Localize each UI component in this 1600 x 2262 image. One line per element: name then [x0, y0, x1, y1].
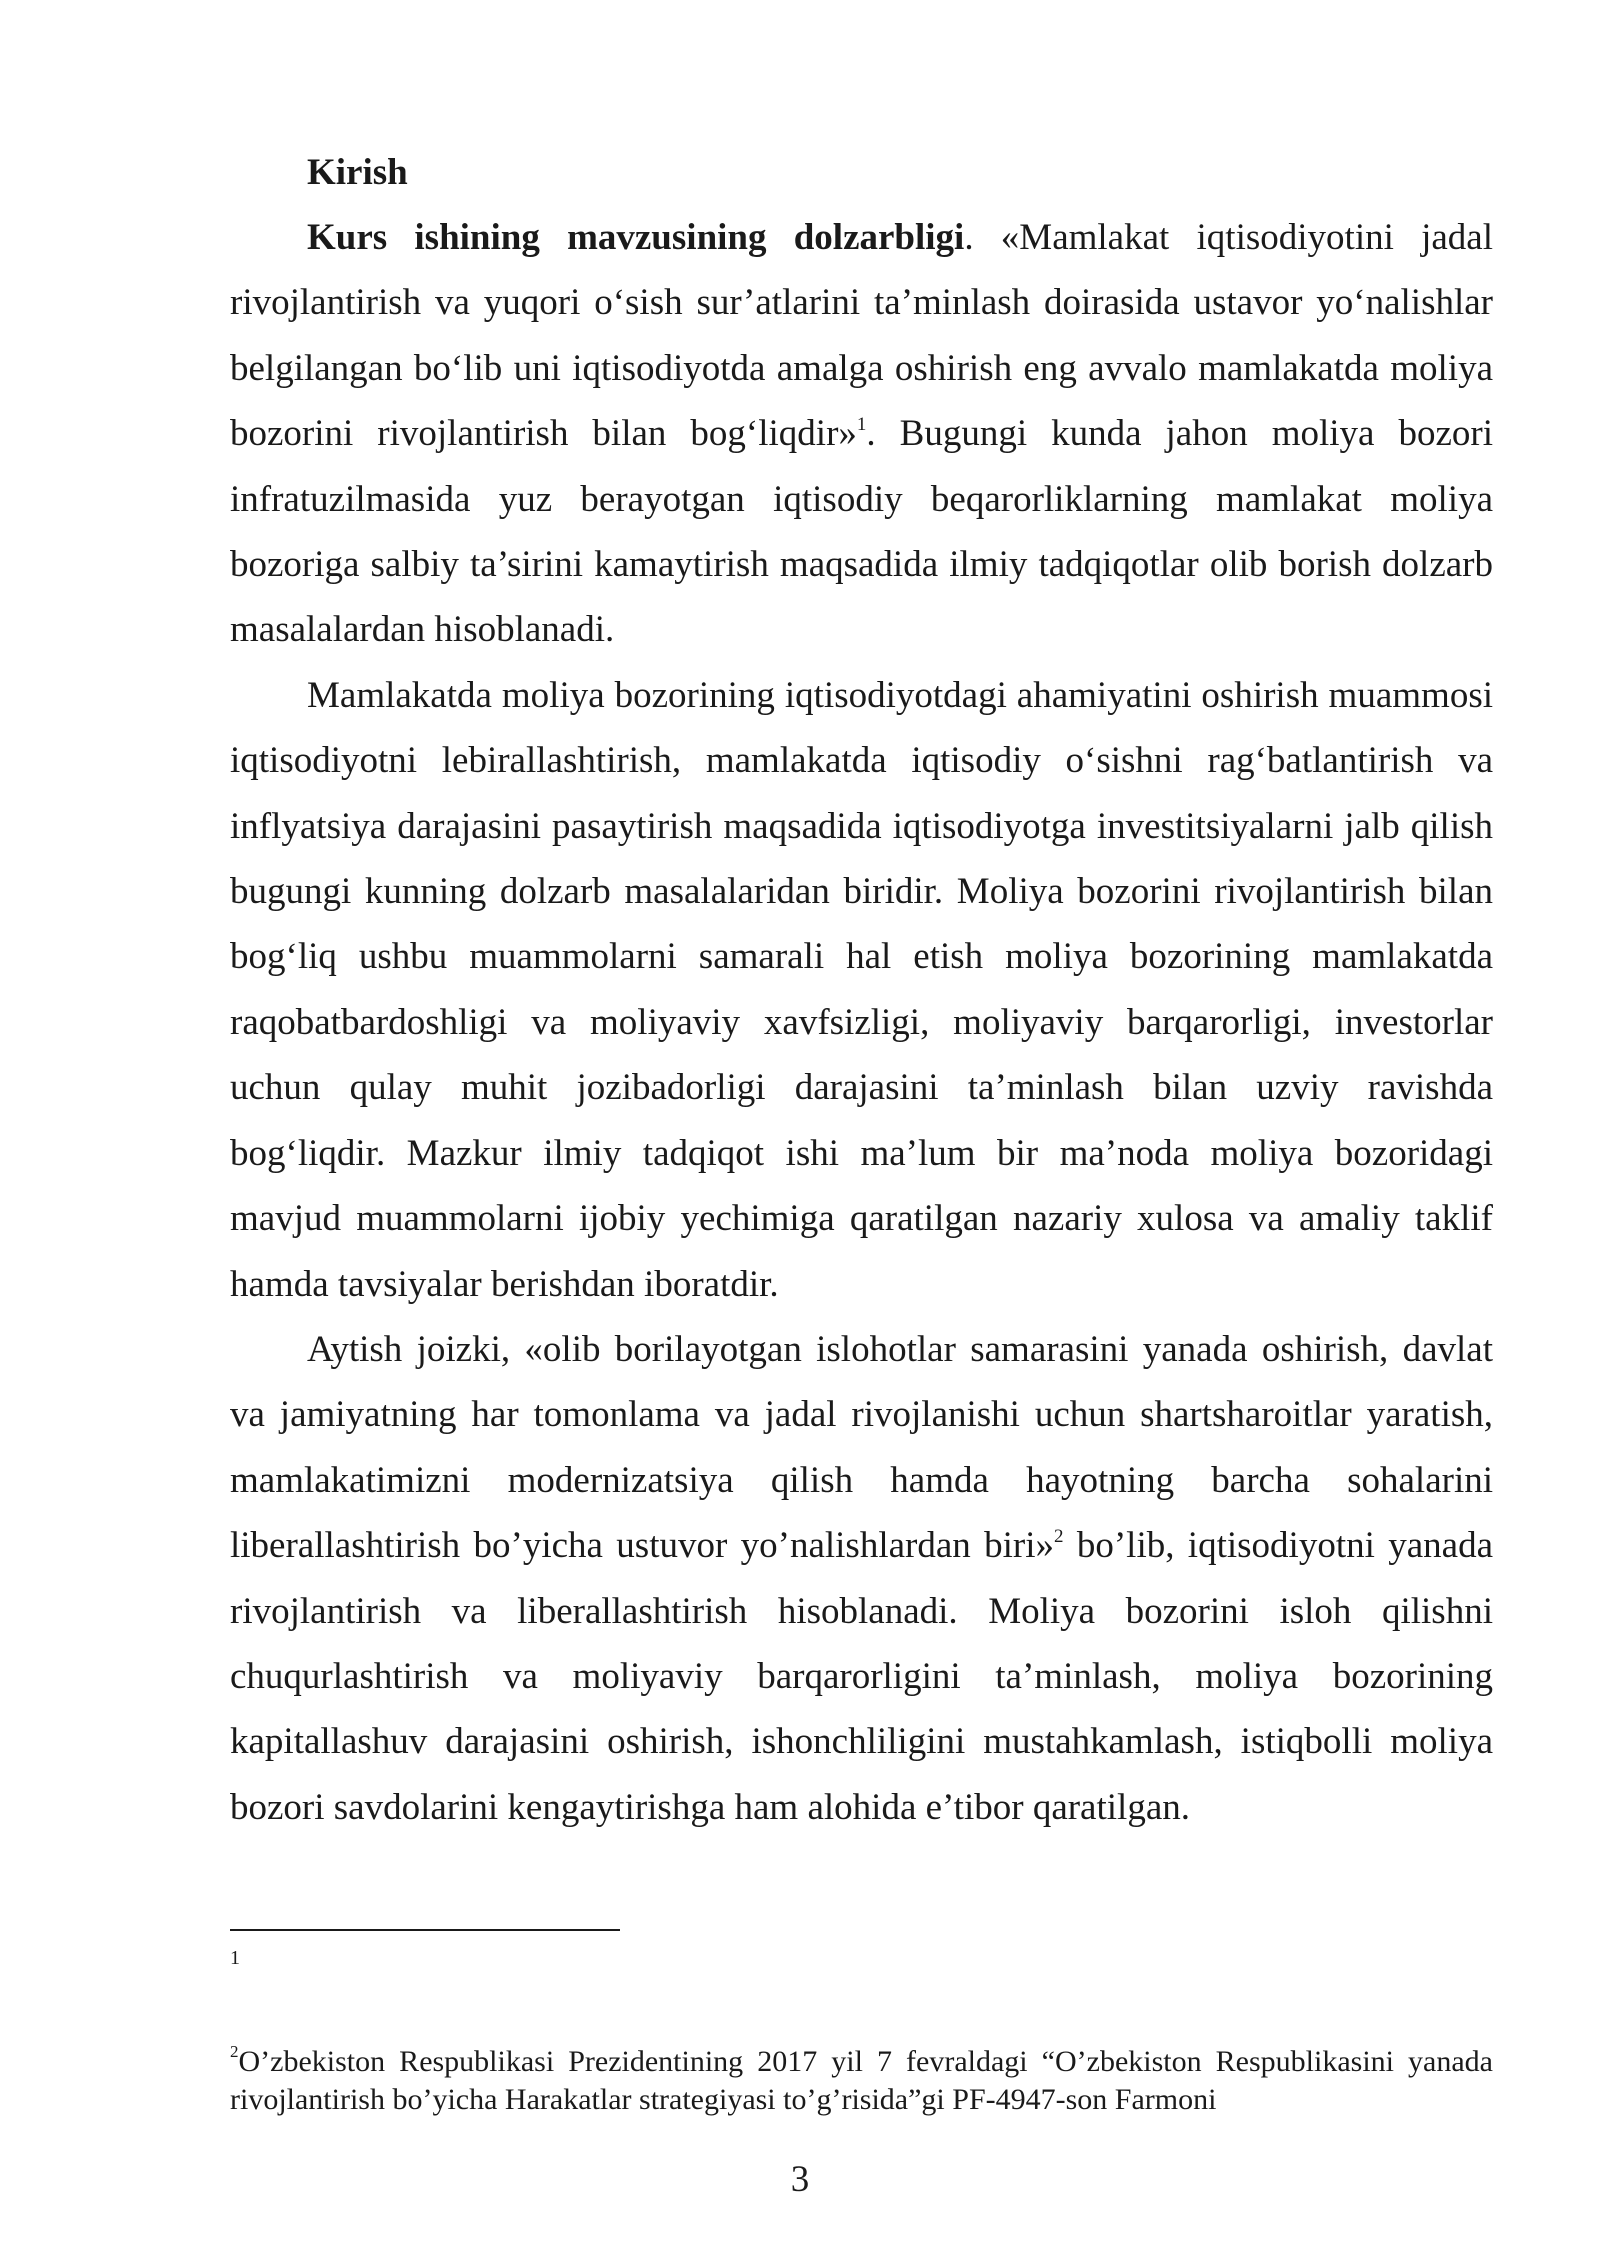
footnote-1: [230, 1945, 240, 1971]
footnote-marker: 1: [230, 1947, 240, 1969]
footnote-separator: [230, 1929, 620, 1931]
paragraph-financial-market: Mamlakatda moliya bozorining iqtisodiyotdagi ahamiyatini oshirish muammosi iqtisodiyotni lebirallashtirish, mamlakatda iqtisodiy o‘sishni rag‘batlantirish va inflyatsiya darajasini pasaytirish maqsadida iqtisodiyotga investitsiyalarni jalb qilish bugungi kunning dolzarb masalalaridan biridir. Moliya bozorini rivojlantirish bilan bog‘liq ushbu muammolarni samarali hal etish moliya bozorining mamlakatda raqobatbardoshligi va moliyaviy xavfsizligi, moliyaviy barqarorligi, investorlar uchun qulay muhit jozibadorligi darajasini ta’minlash bilan uzviy ravishda bog‘liqdir. Mazkur ilmiy tadqiqot ishi ma’lum bir ma’noda moliya bozoridagi mavjud muammolarni ijobiy yechimiga qaratilgan nazariy xulosa va amaliy taklif hamda tavsiyalar berishdan iboratdir.: [230, 674, 1493, 1305]
paragraph-text: . «Mamlakat iqtisodiyotini jadal rivojlantirish va yuqori o‘sish sur’atlarini ta’minlash doirasida ustavor yo‘nalishlar belgilangan bo‘lib uni iqtisodiyotda amalga oshirish eng avvalo mamlakatda moliya bozorini rivojlantirish bilan bog‘liqdir»: [230, 217, 1493, 455]
section-heading: Kirish: [307, 152, 408, 193]
paragraph-relevance: [230, 205, 1493, 663]
footnote-text: O’zbekiston Respublikasi Prezidentining 2017 yil 7 fevraldagi “O’zbekiston Respublikasini yanada rivojlantirish bo’yicha Harakatlar strategiyasi to’g’risida”gi PF-4947-son Farmoni: [230, 2045, 1493, 2116]
body-text: [230, 140, 1493, 1840]
paragraph-reforms: [230, 1317, 1493, 1840]
footnote-reference-2[interactable]: 2: [1054, 1525, 1064, 1547]
paragraph-text: bo’lib, iqtisodiyotni yanada rivojlantirish va liberallashtirish hisoblanadi. Moliya bozorini isloh qilishni chuqurlashtirish va moliyaviy barqarorligini ta’minlash, moliya bozorining kapitallashuv darajasini oshirish, ishonchliligini mustahkamlash, istiqbolli moliya bozori savdolarini kengaytirishga ham alohida e’tibor qaratilgan.: [230, 1525, 1493, 1828]
footnote-reference-1[interactable]: 1: [856, 413, 867, 435]
bold-lead: Kurs ishining mavzusining dolzarbligi: [307, 217, 965, 258]
footnote-2: [230, 2043, 1493, 2119]
paragraph-text: Aytish joizki, «olib borilayotgan islohotlar samarasini yanada oshirish, davlat va jamiyatning har tomonlama va jadal rivojlanishi uchun shartsharoitlar yaratish, mamlakatimizni modernizatsiya qilish hamda hayotning barcha sohalarini liberallashtirish bo’yicha ustuvor yo’nalishlardan biri»: [230, 1328, 1493, 1567]
page-number: 3: [790, 2159, 810, 2200]
paragraph-text: . Bugungi kunda jahon moliya bozori infratuzilmasida yuz berayotgan iqtisodiy beqarorliklarning mamlakat moliya bozoriga salbiy ta’sirini kamaytirish maqsadida ilmiy tadqiqotlar olib borish dolzarb masalalardan hisoblanadi.: [230, 413, 1493, 651]
footnote-marker: 2: [230, 2042, 239, 2061]
